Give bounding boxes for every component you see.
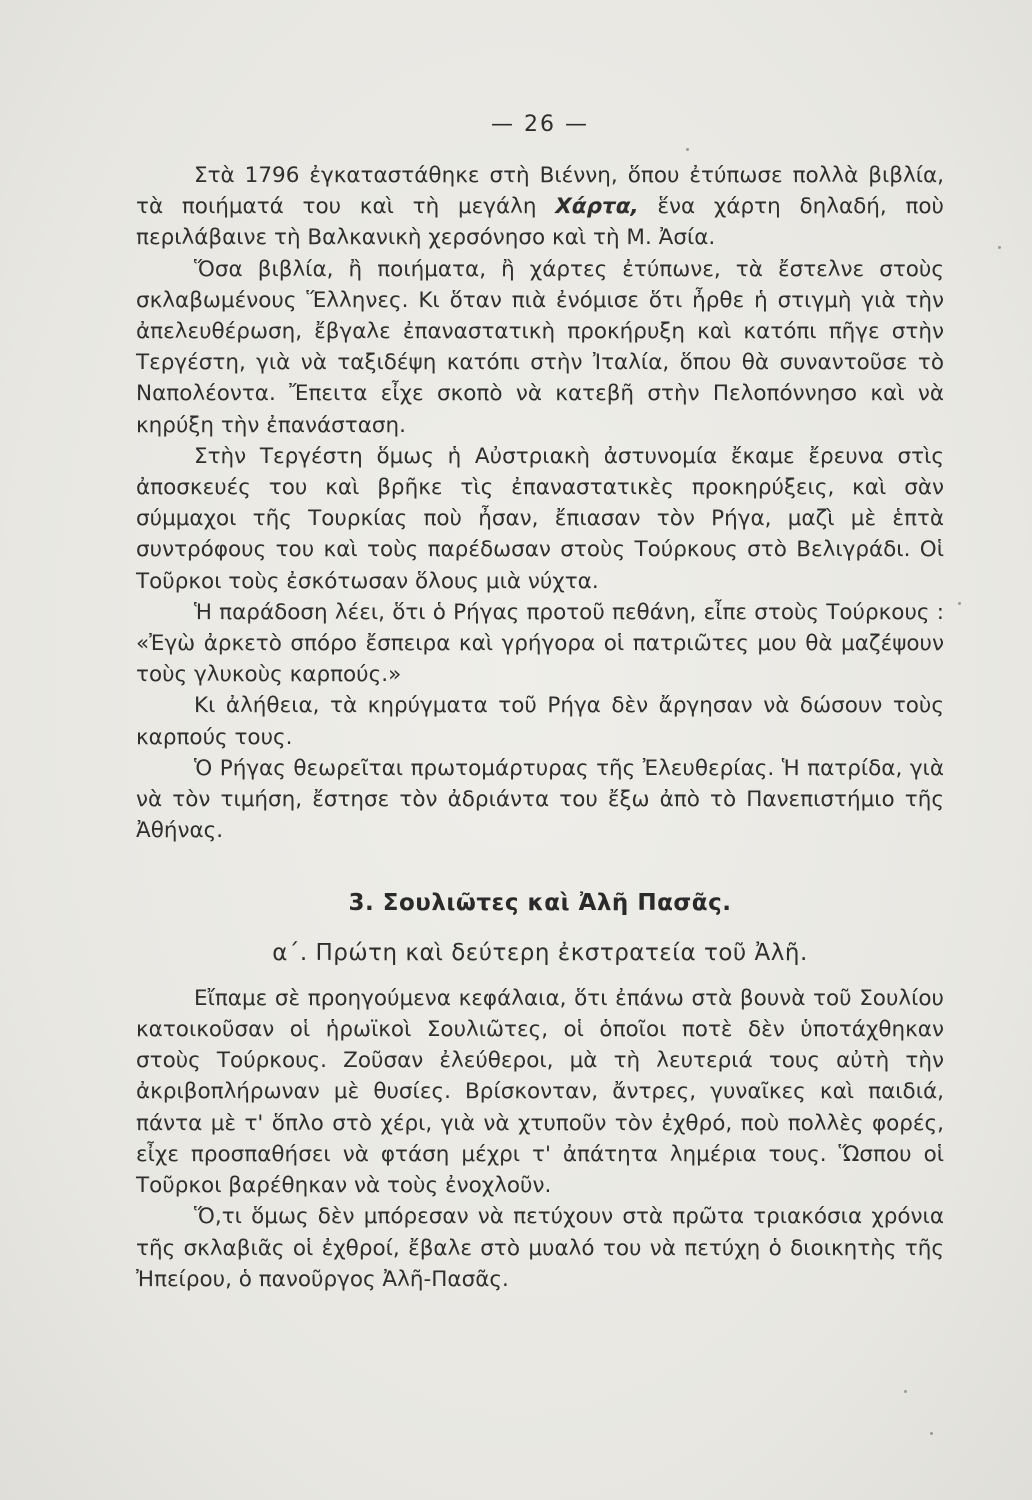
paragraph: Ὁ Ρήγας θεωρεῖται πρωτομάρτυρας τῆς Ἐλευθερίας. Ἡ πατρίδα, γιὰ νὰ τὸν τιμήση, ἔστησε τὸν ἀδριάντα του ἔξω ἀπὸ τὸ Πανεπιστήμιο τῆς Ἀθήνας.	[136, 755, 944, 844]
scan-speck	[930, 1432, 933, 1435]
page-body	[136, 160, 944, 1295]
scan-speck	[958, 602, 961, 605]
paragraph: Στὴν Τεργέστη ὅμως ἡ Αὐστριακὴ ἀστυνομία ἔκαμε ἔρευνα στὶς ἀποσκευές του καὶ βρῆκε τὶς ἐπαναστατικὲς προκηρύξεις, καὶ σὰν σύμμαχοι τῆς Τουρκίας ποὺ ἦσαν, ἔπιασαν τὸν Ρήγα, μαζὶ μὲ ἑπτὰ συντρόφους του καὶ τοὺς παρέδωσαν στοὺς Τούρκους στὸ Βελιγράδι. Οἱ Τοῦρκοι τοὺς ἐσκότωσαν ὅλους μιὰ νύχτα.	[136, 443, 944, 594]
paragraph: Εἴπαμε σὲ προηγούμενα κεφάλαια, ὅτι ἐπάνω στὰ βουνὰ τοῦ Σουλίου κατοικοῦσαν οἱ ἡρωϊκοὶ Σουλιῶτες, οἱ ὁποῖοι ποτὲ δὲν ὑποτάχθηκαν στοὺς Τούρκους. Ζοῦσαν ἐλεύθεροι, μὰ τὴ λευτεριά τους αὐτὴ τὴν ἀκριβοπλήρωναν μὲ θυσίες. Βρίσκονταν, ἄντρες, γυναῖκες καὶ παιδιά, πάντα μὲ τ' ὅπλο στὸ χέρι, γιὰ νὰ χτυποῦν τὸν ἐχθρό, ποὺ πολλὲς φορές, εἶχε προσπαθήσει νὰ φτάση μέχρι τ' ἀπάτητα λημέρια τους. Ὥσπου οἱ Τοῦρκοι βαρέθηκαν νὰ τοὺς ἐνοχλοῦν.	[136, 985, 944, 1199]
paragraph: Ἡ παράδοση λέει, ὅτι ὁ Ρήγας προτοῦ πεθάνη, εἶπε στοὺς Τούρκους : «Ἐγὼ ἀρκετὸ σπόρο ἔσπειρα καὶ γρήγορα οἱ πατριῶτες μου θὰ μαζέψουν τοὺς γλυκοὺς καρπούς.»	[136, 599, 944, 688]
paragraph: Ὅ,τι ὅμως δὲν μπόρεσαν νὰ πετύχουν στὰ πρῶτα τριακόσια χρόνια τῆς σκλαβιᾶς οἱ ἐχθροί, ἔβαλε στὸ μυαλό του νὰ πετύχη ὁ διοικητὴς τῆς Ἠπείρου, ὁ πανοῦργος Ἀλῆ-Πασᾶς.	[136, 1204, 944, 1292]
scan-speck	[686, 148, 689, 151]
scan-speck	[998, 246, 1001, 249]
paragraph: Κι ἀλήθεια, τὰ κηρύγματα τοῦ Ρήγα δὲν ἄργησαν νὰ δώσουν τοὺς καρπούς τους.	[136, 693, 944, 750]
scan-speck	[904, 1390, 907, 1393]
paragraph-text: ἕνα χάρτη δηλαδή, ποὺ περιλάβαινε τὴ Βαλκανικὴ χερσόνησο καὶ τὴ Μ. Ἀσία.	[136, 194, 944, 251]
section-heading: 3. Σουλιῶτες καὶ Ἀλῆ Πασᾶς.	[348, 890, 732, 917]
paragraph: Ὅσα βιβλία, ἢ ποιήματα, ἢ χάρτες ἐτύπωνε, τὰ ἔστελνε στοὺς σκλαβωμένους Ἕλληνες. Κι ὅταν πιὰ ἐνόμισε ὅτι ἦρθε ἡ στιγμὴ γιὰ τὴν ἀπελευθέρωση, ἔβγαλε ἐπαναστατικὴ προκήρυξη καὶ κατόπι πῆγε στὴν Τεργέστη, γιὰ νὰ ταξιδέψη κατόπι στὴν Ἰταλία, ὅπου θὰ συναντοῦσε τὸ Ναπολέοντα. Ἔπειτα εἶχε σκοπὸ νὰ κατεβῆ στὴν Πελοπόννησο καὶ νὰ κηρύξη τὴν ἐπανάσταση.	[136, 256, 944, 438]
page-number: — 26 —	[491, 112, 589, 137]
paragraph-rigas-vienna	[136, 160, 944, 254]
emphasized-term: Χάρτα,	[555, 194, 639, 220]
subsection-heading: α΄. Πρώτη καὶ δεύτερη ἐκστρατεία τοῦ Ἀλῆ.	[272, 939, 808, 966]
paragraph-text: Στὰ 1796 ἐγκαταστάθηκε στὴ Βιέννη, ὅπου ἐτύπωσε πολλὰ βιβλία, τὰ ποιήματά του καὶ τὴ μεγάλη	[136, 163, 944, 220]
